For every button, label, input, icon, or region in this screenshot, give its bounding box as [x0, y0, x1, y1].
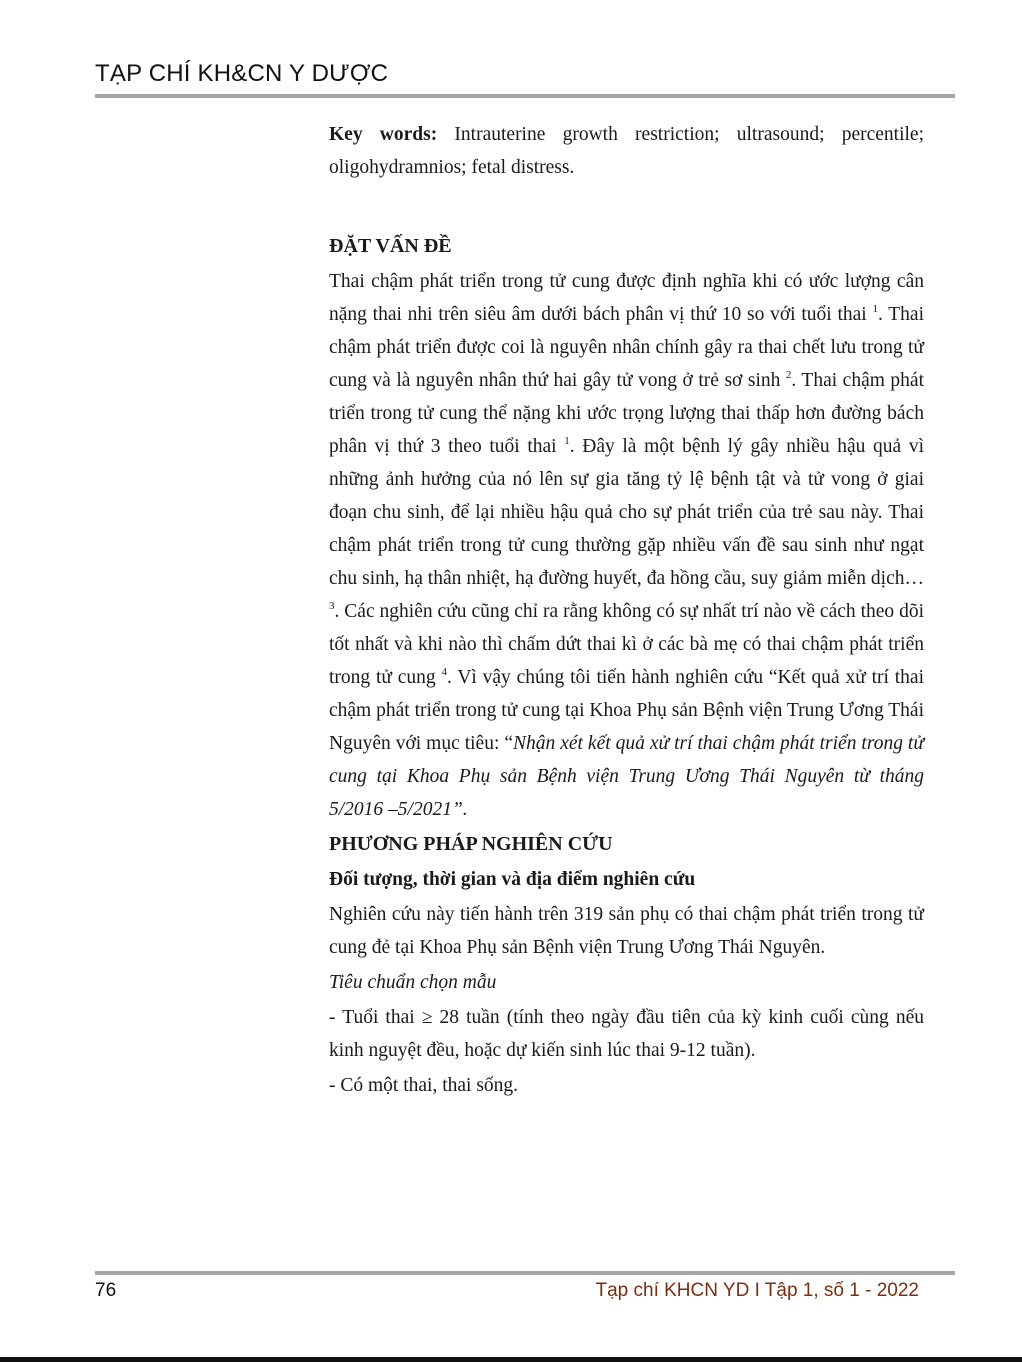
section-heading-methods: PHƯƠNG PHÁP NGHIÊN CỨU [329, 833, 613, 855]
journal-header-title: TẠP CHÍ KH&CN Y DƯỢC [95, 60, 389, 87]
bottom-edge-bar [0, 1357, 1022, 1362]
keywords-paragraph [329, 118, 924, 184]
intro-text: . Đây là một bệnh lý gây nhiều hậu quả vì những ảnh hưởng của nó lên sự gia tăng tỷ lệ bệnh tật và tử vong ở giai đoạn chu sinh, để lại nhiều hậu quả cho sự phát triển của trẻ sau này. Thai chậm phát triển trong tử cung thường gặp nhiều vấn đề sau sinh như ngạt chu sinh, hạ thân nhiệt, hạ đường huyết, đa hồng cầu, suy giảm miễn dịch… [329, 436, 924, 589]
subjects-paragraph: Nghiên cứu này tiến hành trên 319 sản phụ có thai chậm phát triển trong tử cung đẻ tại Khoa Phụ sản Bệnh viện Trung Ương Thái Nguyên. [329, 904, 924, 958]
criteria-title: Tiêu chuẩn chọn mẫu [329, 972, 497, 993]
citation-ref: 4 [441, 666, 447, 678]
citation-ref: 3 [329, 600, 335, 612]
intro-text: . Thai chậm phát triển được coi là nguyên nhân chính gây ra thai chết lưu trong tử cung và là nguyên nhân thứ hai gây tử vong ở trẻ sơ sinh [329, 304, 924, 391]
intro-text: . Các nghiên cứu cũng chỉ ra rằng không có sự nhất trí nào về cách theo dõi tốt nhất và khi nào thì chấm dứt thai kì ở các bà mẹ có thai chậm phát triển trong tử cung [329, 601, 924, 688]
header-divider [95, 94, 955, 98]
footer-divider [95, 1271, 955, 1275]
intro-text: . Thai chậm phát triển trong tử cung thể nặng khi ước trọng lượng thai thấp hơn đường bách phân vị thứ 3 theo tuổi thai [329, 370, 924, 457]
section-heading-introduction: ĐẶT VẤN ĐỀ [329, 235, 452, 257]
article-body [329, 118, 924, 1102]
intro-text: . Vì vậy chúng tôi tiến hành nghiên cứu “Kết quả xử trí thai chậm phát triển trong tử cung tại Khoa Phụ sản Bệnh viện Trung Ương Thái Nguyên với mục tiêu: “ [329, 667, 925, 754]
criteria-item: - Tuổi thai ≥ 28 tuần (tính theo ngày đầu tiên của kỳ kinh cuối cùng nếu kinh nguyệt đều, hoặc dự kiến sinh lúc thai 9-12 tuần). [329, 1007, 924, 1061]
citation-ref: 1 [872, 303, 878, 315]
study-objective: Nhận xét kết quả xử trí thai chậm phát triển trong tử cung tại Khoa Phụ sản Bệnh viện Trung Ương Thái Nguyên từ tháng 5/2016 –5/2021”. [329, 733, 924, 820]
citation-ref: 2 [785, 369, 792, 381]
citation-ref: 1 [564, 435, 570, 447]
keywords-text: Intrauterine growth restriction; ultrasound; percentile; oligohydramnios; fetal distress. [329, 124, 924, 178]
keywords-label: Key words: [329, 124, 438, 145]
intro-text: Thai chậm phát triển trong tử cung được định nghĩa khi có ước lượng cân nặng thai nhi trên siêu âm dưới bách phân vị thứ 10 so với tuổi thai [329, 271, 924, 325]
subsection-heading-subjects: Đối tượng, thời gian và địa điểm nghiên cứu [329, 869, 696, 890]
page-number: 76 [95, 1280, 117, 1301]
criteria-item: - Có một thai, thai sống. [329, 1075, 519, 1096]
journal-citation: Tạp chí KHCN YD I Tập 1, số 1 - 2022 [595, 1280, 919, 1301]
introduction-paragraph [329, 265, 924, 826]
